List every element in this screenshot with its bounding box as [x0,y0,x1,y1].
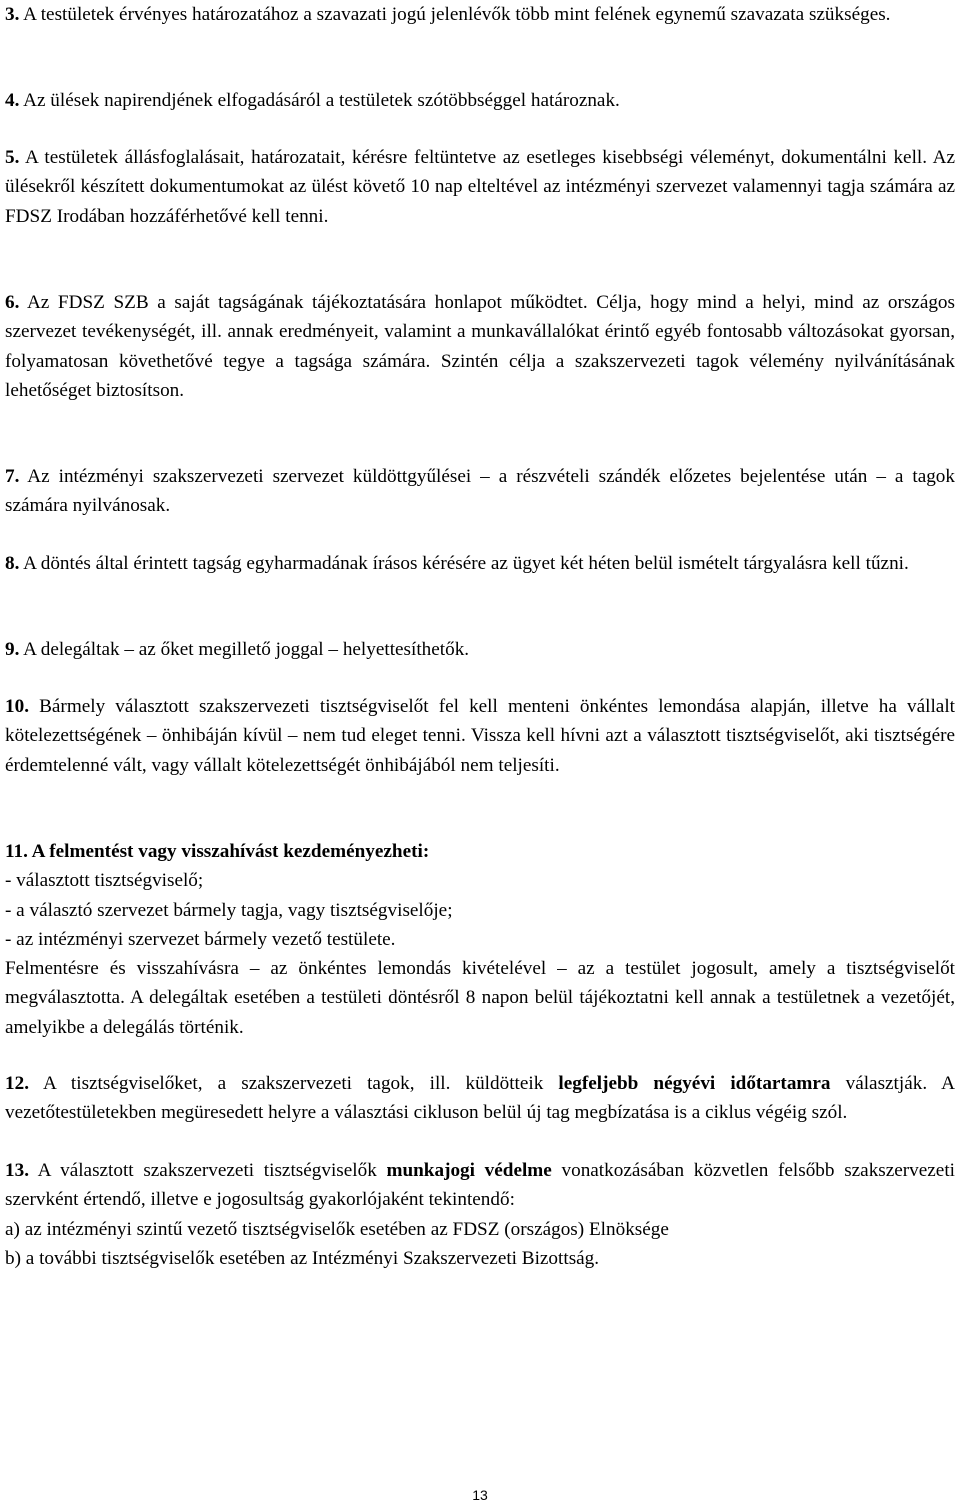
paragraph-text: Bármely választott szakszervezeti tisztségviselőt fel kell menteni önkéntes lemondása alapján, illetve ha vállalt kötelezettségének – önhibáján kívül – nem tud eleget tenni. Vissza kell hívni azt a választott tisztségviselőt, aki tisztségére érdemtelenné vált, vagy vállalt kötelezettségét önhibájából nem teljesíti. [5,696,955,776]
paragraph-10 [5,692,955,780]
paragraph-text: Felmentésre és visszahívásra – az önkéntes lemondás kivételével – az a testület jogosult, amely a tisztségviselőt megválasztotta. A delegáltak esetében a testületi döntésről 8 napon belül tájékoztatni kell annak a testületnek a vezetőjét, amelyikbe a delegálás történik. [5,958,955,1038]
paragraph-text: Az ülések napirendjének elfogadásáról a testületek szótöbbséggel határoznak. [19,90,620,111]
paragraph-7 [5,462,955,521]
paragraph-8 [5,549,955,578]
item-number: 13. [5,1160,29,1181]
paragraph-13 [5,1156,955,1273]
page-number: 13 [472,1487,488,1503]
list-item: - választott tisztségviselő; [5,870,204,892]
paragraph-text: A delegáltak – az őket megillető joggal – helyettesíthetők. [19,639,470,660]
item-number: 9. [5,639,20,660]
paragraph-text: A döntés által érintett tagság egyharmadának írásos kérésére az ügyet két héten belül ismételt tárgyalásra kell tűzni. [19,553,909,574]
item-number: 4. [5,90,20,111]
paragraph-text: vonatkozásában közvetlen felsőbb szakszervezeti szervként értendő, illetve e jogosultság gyakorlójaként tekintendő: [5,1160,955,1211]
paragraph-text: Az intézményi szakszervezeti szervezet küldöttgyűlései – a részvételi szándék előzetes bejelentése után – a tagok számára nyilvánosak. [5,466,955,517]
paragraph-heading: A felmentést vagy visszahívást kezdeményezheti: [27,841,430,862]
list-item: a) az intézményi szintű vezető tisztségviselők esetében az FDSZ (országos) Elnöksége [5,1218,669,1240]
paragraph-text: A választott szakszervezeti tisztségviselők [28,1160,387,1181]
paragraph-11 [5,837,955,1042]
list-item: - a választó szervezet bármely tagja, vagy tisztségviselője; [5,899,453,921]
item-number: 5. [5,147,20,168]
paragraph-5 [5,143,955,231]
paragraph-text: A testületek érvényes határozatához a szavazati jogú jelenlévők több mint felének egynemű szavazata szükséges. [19,4,891,25]
paragraph-13-text [5,1156,955,1215]
emphasis: legfeljebb négyévi időtartamra [558,1073,831,1094]
paragraph-6 [5,288,955,405]
paragraph-text: Az FDSZ SZB a saját tagságának tájékoztatására honlapot működtet. Célja, hogy mind a helyi, mind az országos szervezet tevékenységét, ill. annak eredményeit, valamint a munkavállalókat érintő egyéb fontosabb változásokat gyorsan, folyamatosan követhetővé tegye a tagsága számára. Szintén célja a szakszervezeti tagok vélemény nyilvánításának lehetőséget biztosítson. [5,292,955,401]
paragraph-4 [5,86,955,115]
item-number: 3. [5,4,20,25]
item-number: 6. [5,292,20,313]
paragraph-text: választják. A vezetőtestületekben megüresedett helyre a választási cikluson belül új tag megbízatása is a ciklus végéig szól. [5,1073,956,1124]
paragraph-9 [5,635,955,664]
paragraph-12 [5,1069,955,1128]
item-number: 8. [5,553,20,574]
list-item: b) a további tisztségviselők esetében az Intézményi Szakszervezeti Bizottság. [5,1247,600,1269]
paragraph-3 [5,0,955,29]
paragraph-11-heading [5,837,955,866]
emphasis: munkajogi védelme [386,1160,552,1181]
item-number: 11. [5,841,28,862]
list-item: - az intézményi szervezet bármely vezető testülete. [5,928,396,950]
item-number: 12. [5,1073,29,1094]
item-number: 10. [5,696,29,717]
item-number: 7. [5,466,20,487]
paragraph-text: A testületek állásfoglalásait, határozatait, kérésre feltüntetve az esetleges kisebbségi véleményt, dokumentálni kell. Az ülésekről készített dokumentumokat az ülést követő 10 nap elteltével az intézményi szervezet valamennyi tagja számára az FDSZ Irodában hozzáférhetővé kell tenni. [5,147,955,227]
paragraph-text: A tisztségviselőket, a szakszervezeti tagok, ill. küldötteik [28,1073,559,1094]
